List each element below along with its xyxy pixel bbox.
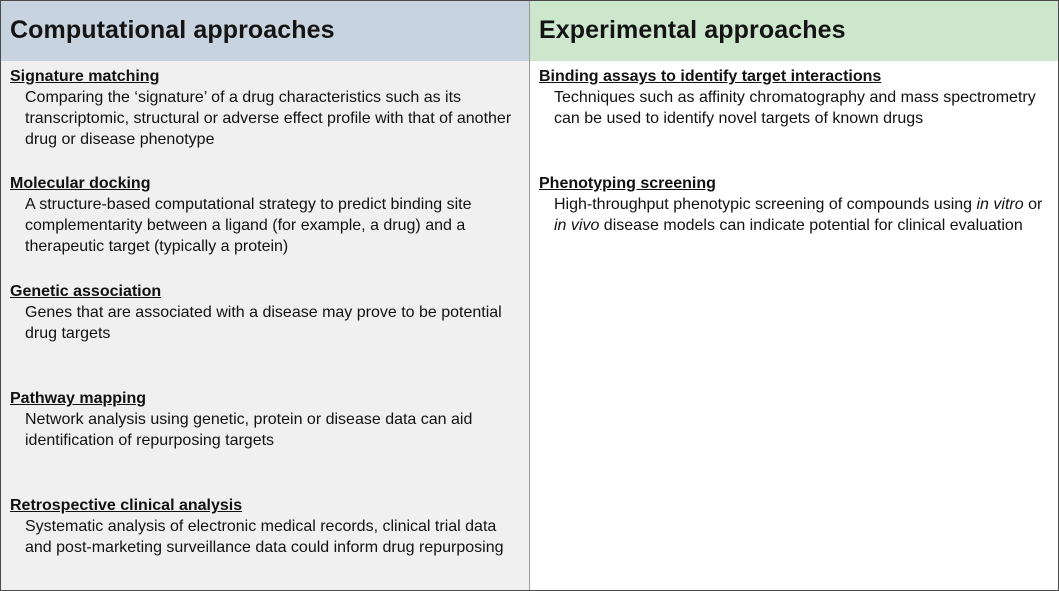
entry-title: Phenotyping screening <box>539 175 716 192</box>
experimental-heading: Experimental approaches <box>530 1 1058 61</box>
entry-title: Retrospective clinical analysis <box>10 497 243 514</box>
entry-title: Molecular docking <box>10 175 151 192</box>
entry-body: Comparing the ‘signature’ of a drug characteristics such as its transcriptomic, structural or adverse effect profile with that of another drug or disease phenotype <box>25 89 512 148</box>
body-italic-in-vivo: in vivo <box>554 217 600 234</box>
entry-retrospective-clinical-analysis <box>10 496 523 558</box>
entry-body: Network analysis using genetic, protein or disease data can aid identification of repurposing targets <box>25 411 473 449</box>
body-italic-in-vitro: in vitro <box>976 196 1024 213</box>
computational-column <box>1 1 530 590</box>
experimental-column <box>530 1 1058 590</box>
entry-molecular-docking <box>10 174 523 257</box>
body-text: or <box>1023 196 1043 213</box>
entry-body: Genes that are associated with a disease may prove to be potential drug targets <box>25 304 502 342</box>
body-text: disease models can indicate potential for clinical evaluation <box>599 217 1023 234</box>
entry-body <box>539 194 1052 236</box>
entry-title: Signature matching <box>10 68 160 85</box>
computational-heading: Computational approaches <box>1 1 529 61</box>
entry-binding-assays <box>539 67 1052 129</box>
entry-title: Binding assays to identify target interactions <box>539 68 882 85</box>
entry-phenotyping-screening <box>539 174 1052 236</box>
entry-body: A structure-based computational strategy to predict binding site complementarity between a ligand (for example, a drug) and a therapeutic target (typically a protein) <box>25 196 472 255</box>
entry-genetic-association <box>10 282 523 344</box>
body-text: High-throughput phenotypic screening of compounds using <box>554 196 977 213</box>
entry-pathway-mapping <box>10 389 523 451</box>
entry-body: Techniques such as affinity chromatography and mass spectrometry can be used to identify novel targets of known drugs <box>554 89 1036 127</box>
entry-body: Systematic analysis of electronic medical records, clinical trial data and post-marketing surveillance data could inform drug repurposing <box>25 518 504 556</box>
entry-title: Pathway mapping <box>10 390 147 407</box>
entry-title: Genetic association <box>10 283 162 300</box>
entry-signature-matching <box>10 67 523 150</box>
